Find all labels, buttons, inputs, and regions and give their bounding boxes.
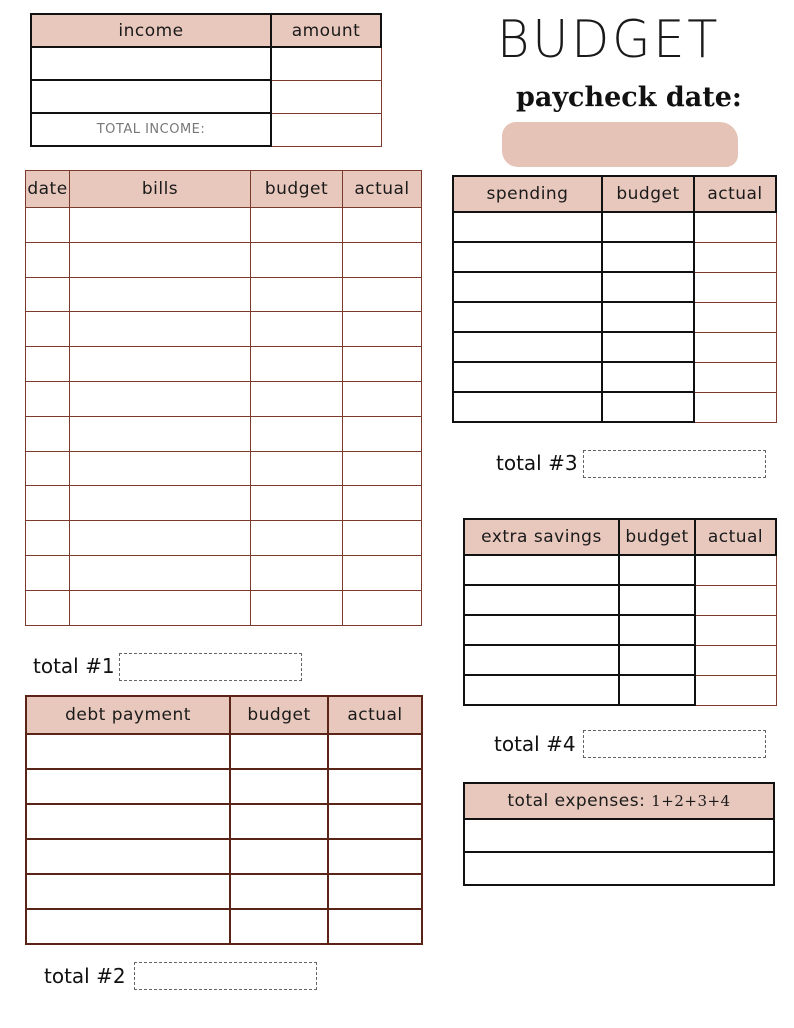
income-source-cell[interactable] bbox=[31, 47, 271, 80]
debt-rows bbox=[26, 734, 422, 944]
bill-budget-cell[interactable] bbox=[251, 451, 343, 486]
bill-date-cell[interactable] bbox=[26, 416, 70, 451]
debt-actual-cell[interactable] bbox=[328, 909, 422, 944]
table-row bbox=[26, 486, 422, 521]
bill-actual-cell[interactable] bbox=[343, 242, 422, 277]
table-row bbox=[26, 312, 422, 347]
savings-budget-cell[interactable] bbox=[619, 615, 695, 645]
table-row bbox=[453, 212, 776, 242]
spending-item-cell[interactable] bbox=[453, 272, 602, 302]
debt-actual-cell[interactable] bbox=[328, 839, 422, 874]
bill-budget-cell[interactable] bbox=[251, 486, 343, 521]
bill-actual-cell[interactable] bbox=[343, 555, 422, 590]
debt-budget-cell[interactable] bbox=[230, 874, 328, 909]
bill-actual-cell[interactable] bbox=[343, 312, 422, 347]
spending-item-cell[interactable] bbox=[453, 212, 602, 242]
spending-actual-cell[interactable] bbox=[694, 332, 776, 362]
table-row bbox=[26, 242, 422, 277]
total-expenses-cell[interactable] bbox=[464, 819, 774, 852]
savings-actual-cell[interactable] bbox=[695, 645, 776, 675]
savings-item-cell[interactable] bbox=[464, 615, 619, 645]
spending-actual-cell[interactable] bbox=[694, 302, 776, 332]
bill-budget-cell[interactable] bbox=[251, 416, 343, 451]
table-row bbox=[453, 272, 776, 302]
total-3-field[interactable] bbox=[583, 450, 766, 478]
table-row bbox=[26, 208, 422, 243]
bill-name-cell[interactable] bbox=[70, 381, 251, 416]
bill-date-cell[interactable] bbox=[26, 486, 70, 521]
total-1-field[interactable] bbox=[119, 653, 302, 681]
bill-name-cell[interactable] bbox=[70, 590, 251, 625]
spending-actual-cell[interactable] bbox=[694, 362, 776, 392]
debt-actual-cell[interactable] bbox=[328, 804, 422, 839]
table-row bbox=[453, 362, 776, 392]
savings-actual-header: actual bbox=[695, 519, 776, 555]
bill-actual-cell[interactable] bbox=[343, 208, 422, 243]
debt-item-cell[interactable] bbox=[26, 734, 230, 769]
savings-item-cell[interactable] bbox=[464, 585, 619, 615]
table-row bbox=[464, 585, 776, 615]
savings-actual-cell[interactable] bbox=[695, 585, 776, 615]
bill-date-cell[interactable] bbox=[26, 312, 70, 347]
bill-date-cell[interactable] bbox=[26, 208, 70, 243]
bills-budget-header: budget bbox=[251, 171, 343, 208]
bill-name-cell[interactable] bbox=[70, 416, 251, 451]
income-amount-cell[interactable] bbox=[271, 80, 381, 113]
table-row bbox=[464, 645, 776, 675]
savings-budget-cell[interactable] bbox=[619, 585, 695, 615]
debt-actual-cell[interactable] bbox=[328, 769, 422, 804]
total-expenses-cell[interactable] bbox=[464, 852, 774, 885]
income-table bbox=[30, 13, 382, 147]
debt-actual-header: actual bbox=[328, 696, 422, 734]
savings-budget-cell[interactable] bbox=[619, 675, 695, 705]
spending-actual-cell[interactable] bbox=[694, 272, 776, 302]
bills-actual-header: actual bbox=[343, 171, 422, 208]
total-expenses-header bbox=[464, 783, 774, 819]
debt-budget-cell[interactable] bbox=[230, 909, 328, 944]
total-expenses-table bbox=[463, 782, 775, 886]
table-row bbox=[26, 734, 422, 769]
bill-date-cell[interactable] bbox=[26, 242, 70, 277]
bill-date-cell[interactable] bbox=[26, 555, 70, 590]
bill-actual-cell[interactable] bbox=[343, 347, 422, 382]
savings-actual-cell[interactable] bbox=[695, 555, 776, 585]
bill-date-cell[interactable] bbox=[26, 521, 70, 556]
page-title: BUDGET bbox=[497, 10, 721, 70]
bill-date-cell[interactable] bbox=[26, 590, 70, 625]
spending-item-cell[interactable] bbox=[453, 242, 602, 272]
table-row bbox=[26, 347, 422, 382]
bill-name-cell[interactable] bbox=[70, 555, 251, 590]
savings-budget-header: budget bbox=[619, 519, 695, 555]
debt-budget-cell[interactable] bbox=[230, 804, 328, 839]
total-income-label: TOTAL INCOME: bbox=[31, 113, 271, 146]
total-2-field[interactable] bbox=[134, 962, 317, 990]
bill-budget-cell[interactable] bbox=[251, 208, 343, 243]
spending-budget-cell[interactable] bbox=[602, 272, 694, 302]
bill-date-cell[interactable] bbox=[26, 381, 70, 416]
extra-savings-table bbox=[463, 518, 777, 706]
spending-item-cell[interactable] bbox=[453, 362, 602, 392]
bill-budget-cell[interactable] bbox=[251, 381, 343, 416]
bill-name-cell[interactable] bbox=[70, 486, 251, 521]
bill-actual-cell[interactable] bbox=[343, 277, 422, 312]
debt-budget-cell[interactable] bbox=[230, 734, 328, 769]
bill-name-cell[interactable] bbox=[70, 451, 251, 486]
spending-budget-cell[interactable] bbox=[602, 362, 694, 392]
bill-actual-cell[interactable] bbox=[343, 521, 422, 556]
bill-budget-cell[interactable] bbox=[251, 555, 343, 590]
spending-item-cell[interactable] bbox=[453, 332, 602, 362]
debt-item-cell[interactable] bbox=[26, 839, 230, 874]
bill-budget-cell[interactable] bbox=[251, 521, 343, 556]
income-amount-cell[interactable] bbox=[271, 47, 381, 80]
bill-name-cell[interactable] bbox=[70, 277, 251, 312]
table-row bbox=[26, 874, 422, 909]
savings-budget-cell[interactable] bbox=[619, 645, 695, 675]
total-expenses-label: total expenses: bbox=[507, 791, 646, 811]
bill-name-cell[interactable] bbox=[70, 521, 251, 556]
bill-date-cell[interactable] bbox=[26, 277, 70, 312]
income-header: income bbox=[31, 14, 271, 47]
amount-header: amount bbox=[271, 14, 381, 47]
debt-item-cell[interactable] bbox=[26, 874, 230, 909]
table-row bbox=[26, 416, 422, 451]
total-3-label: total #3 bbox=[496, 451, 578, 475]
paycheck-date-label: paycheck date: bbox=[516, 82, 742, 113]
bill-name-cell[interactable] bbox=[70, 242, 251, 277]
bill-date-cell[interactable] bbox=[26, 347, 70, 382]
bill-date-cell[interactable] bbox=[26, 451, 70, 486]
bill-budget-cell[interactable] bbox=[251, 277, 343, 312]
debt-payment-table bbox=[25, 695, 423, 945]
bills-table bbox=[25, 170, 422, 626]
spending-budget-cell[interactable] bbox=[602, 242, 694, 272]
spending-actual-cell[interactable] bbox=[694, 242, 776, 272]
debt-actual-cell[interactable] bbox=[328, 734, 422, 769]
table-row bbox=[464, 615, 776, 645]
bill-actual-cell[interactable] bbox=[343, 381, 422, 416]
bill-actual-cell[interactable] bbox=[343, 451, 422, 486]
savings-actual-cell[interactable] bbox=[695, 675, 776, 705]
table-row bbox=[453, 332, 776, 362]
savings-item-cell[interactable] bbox=[464, 645, 619, 675]
table-row bbox=[26, 839, 422, 874]
spending-actual-cell[interactable] bbox=[694, 392, 776, 422]
table-row bbox=[26, 555, 422, 590]
spending-header: spending bbox=[453, 176, 602, 212]
bill-budget-cell[interactable] bbox=[251, 242, 343, 277]
bill-budget-cell[interactable] bbox=[251, 590, 343, 625]
table-row bbox=[26, 381, 422, 416]
debt-budget-cell[interactable] bbox=[230, 839, 328, 874]
spending-budget-cell[interactable] bbox=[602, 392, 694, 422]
table-row bbox=[26, 451, 422, 486]
savings-actual-cell[interactable] bbox=[695, 615, 776, 645]
total-1-label: total #1 bbox=[33, 654, 115, 678]
table-row bbox=[26, 804, 422, 839]
bill-name-cell[interactable] bbox=[70, 312, 251, 347]
bills-rows bbox=[26, 208, 422, 626]
debt-budget-cell[interactable] bbox=[230, 769, 328, 804]
spending-item-cell[interactable] bbox=[453, 392, 602, 422]
bills-header: bills bbox=[70, 171, 251, 208]
bill-actual-cell[interactable] bbox=[343, 416, 422, 451]
bill-name-cell[interactable] bbox=[70, 347, 251, 382]
table-row bbox=[26, 590, 422, 625]
income-source-cell[interactable] bbox=[31, 80, 271, 113]
savings-item-cell[interactable] bbox=[464, 555, 619, 585]
date-header: date bbox=[26, 171, 70, 208]
extra-savings-header: extra savings bbox=[464, 519, 619, 555]
debt-actual-cell[interactable] bbox=[328, 874, 422, 909]
spending-table bbox=[452, 175, 777, 423]
total-2-label: total #2 bbox=[44, 964, 126, 988]
table-row bbox=[453, 392, 776, 422]
bill-actual-cell[interactable] bbox=[343, 590, 422, 625]
savings-rows bbox=[464, 555, 776, 705]
debt-item-cell[interactable] bbox=[26, 769, 230, 804]
spending-budget-cell[interactable] bbox=[602, 332, 694, 362]
spending-item-cell[interactable] bbox=[453, 302, 602, 332]
total-4-label: total #4 bbox=[494, 732, 576, 756]
table-row bbox=[464, 675, 776, 705]
bill-name-cell[interactable] bbox=[70, 208, 251, 243]
spending-budget-cell[interactable] bbox=[602, 212, 694, 242]
debt-item-cell[interactable] bbox=[26, 909, 230, 944]
table-row bbox=[26, 769, 422, 804]
table-row bbox=[26, 277, 422, 312]
savings-budget-cell[interactable] bbox=[619, 555, 695, 585]
spending-rows bbox=[453, 212, 776, 422]
debt-budget-header: budget bbox=[230, 696, 328, 734]
total-4-field[interactable] bbox=[583, 730, 766, 758]
table-row bbox=[26, 909, 422, 944]
paycheck-date-field[interactable] bbox=[502, 122, 738, 167]
table-row bbox=[453, 302, 776, 332]
bill-budget-cell[interactable] bbox=[251, 347, 343, 382]
debt-payment-header: debt payment bbox=[26, 696, 230, 734]
savings-item-cell[interactable] bbox=[464, 675, 619, 705]
spending-budget-header: budget bbox=[602, 176, 694, 212]
table-row bbox=[464, 555, 776, 585]
spending-actual-cell[interactable] bbox=[694, 212, 776, 242]
bill-actual-cell[interactable] bbox=[343, 486, 422, 521]
table-row bbox=[453, 242, 776, 272]
total-expenses-formula: 1+2+3+4 bbox=[651, 792, 731, 810]
total-income-cell[interactable] bbox=[271, 113, 381, 146]
debt-item-cell[interactable] bbox=[26, 804, 230, 839]
table-row bbox=[26, 521, 422, 556]
spending-actual-header: actual bbox=[694, 176, 776, 212]
bill-budget-cell[interactable] bbox=[251, 312, 343, 347]
spending-budget-cell[interactable] bbox=[602, 302, 694, 332]
